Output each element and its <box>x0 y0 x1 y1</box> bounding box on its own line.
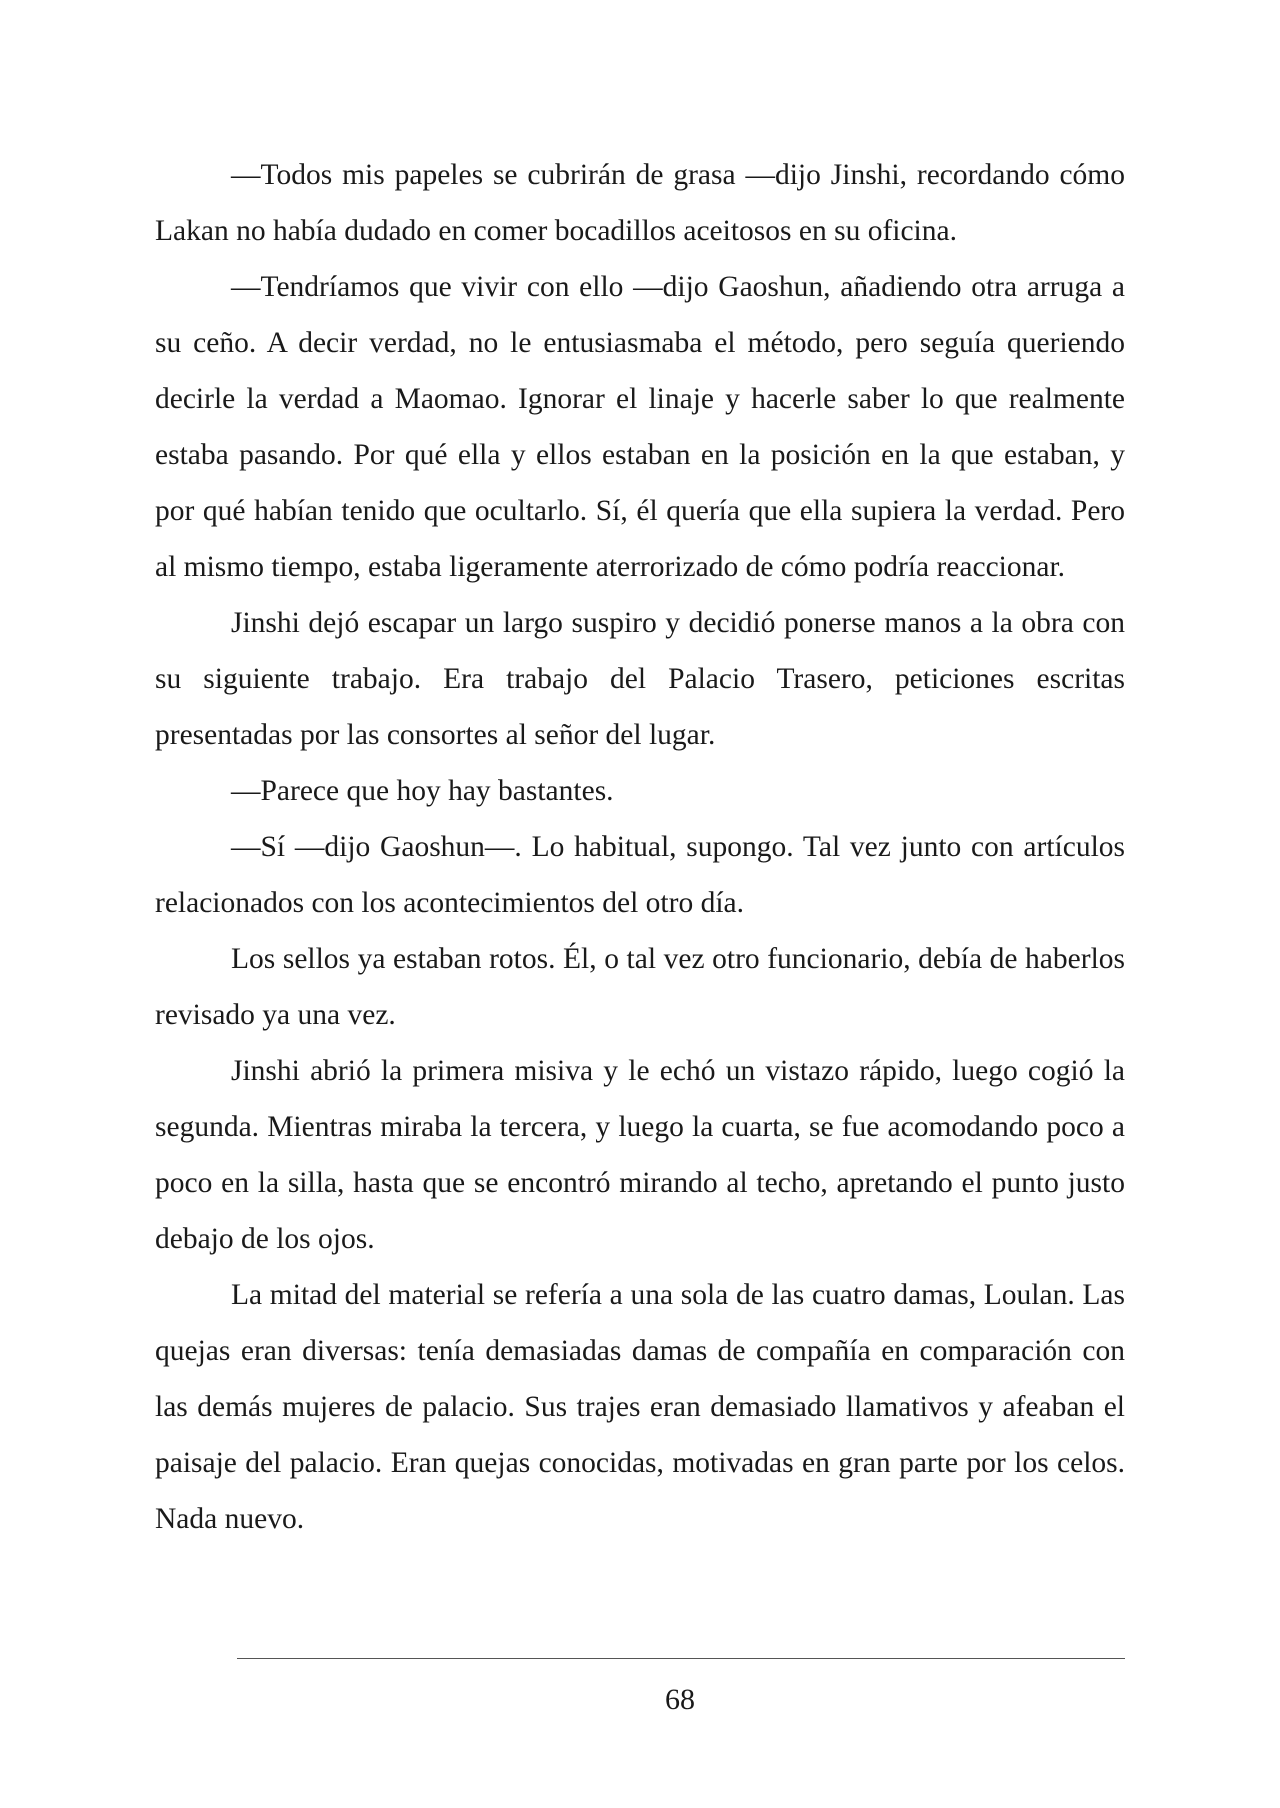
paragraph-8: La mitad del material se refería a una sola de las cuatro damas, Loulan. Las quejas eran diversas: tenía demasiadas damas de compañía en comparación con las demás mujeres de palacio. Sus trajes eran demasiado llamativos y afeaban el paisaje del palacio. Eran quejas conocidas, motivadas en gran parte por los celos. Nada nuevo. <box>155 1279 1125 1535</box>
paragraph-3: Jinshi dejó escapar un largo suspiro y decidió ponerse manos a la obra con su siguiente trabajo. Era trabajo del Palacio Trasero, peticiones escritas presentadas por las consortes al señor del lugar. <box>155 607 1125 751</box>
paragraph-4: —Parece que hoy hay bastantes. <box>231 775 614 807</box>
page-number: 68 <box>665 1683 695 1716</box>
paragraph-7: Jinshi abrió la primera misiva y le echó un vistazo rápido, luego cogió la segunda. Mientras miraba la tercera, y luego la cuarta, se fue acomodando poco a poco en la silla, hasta que se encontró mirando al techo, apretando el punto justo debajo de los ojos. <box>155 1055 1125 1255</box>
paragraph-5: —Sí —dijo Gaoshun—. Lo habitual, supongo. Tal vez junto con artículos relacionados con los acontecimientos del otro día. <box>155 831 1125 919</box>
paragraph-1: —Todos mis papeles se cubrirán de grasa —dijo Jinshi, recordando cómo Lakan no había dudado en comer bocadillos aceitosos en su oficina. <box>155 159 1125 247</box>
paragraph-6: Los sellos ya estaban rotos. Él, o tal vez otro funcionario, debía de haberlos revisado ya una vez. <box>155 943 1125 1031</box>
paragraph-2: —Tendríamos que vivir con ello —dijo Gaoshun, añadiendo otra arruga a su ceño. A decir verdad, no le entusiasmaba el método, pero seguía queriendo decirle la verdad a Maomao. Ignorar el linaje y hacerle saber lo que realmente estaba pasando. Por qué ella y ellos estaban en la posición en la que estaban, y por qué habían tenido que ocultarlo. Sí, él quería que ella supiera la verdad. Pero al mismo tiempo, estaba ligeramente aterrorizado de cómo podría reaccionar. <box>155 271 1125 583</box>
footer-divider <box>237 1658 1125 1659</box>
page-body <box>155 147 1125 1547</box>
